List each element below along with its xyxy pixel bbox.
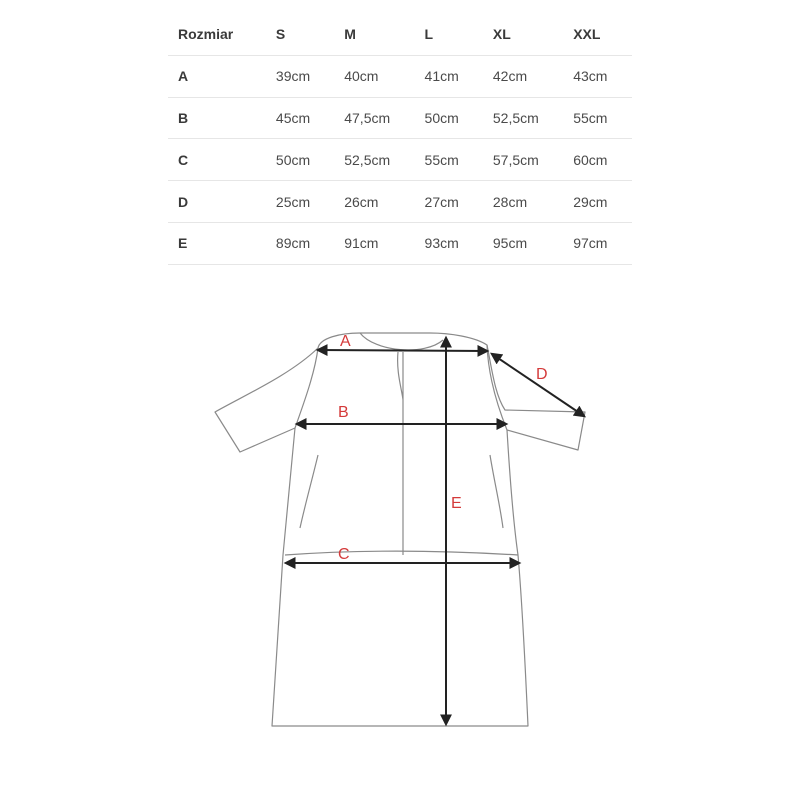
row-label: D [168, 181, 276, 223]
table-cell: 91cm [344, 222, 424, 264]
table-cell: 40cm [344, 55, 424, 97]
table-row [168, 97, 632, 139]
table-cell: 27cm [425, 181, 493, 223]
header-size: Rozmiar [168, 14, 276, 55]
table-cell: 50cm [425, 97, 493, 139]
left-armhole-seam [295, 348, 318, 428]
header-xxl: XXL [573, 14, 632, 55]
table-header-row [168, 14, 632, 55]
header-xl: XL [493, 14, 573, 55]
table-cell: 55cm [573, 97, 632, 139]
table-cell: 57,5cm [493, 139, 573, 181]
dress-silhouette [215, 333, 585, 726]
arrow-a [318, 350, 487, 351]
left-pocket [300, 455, 318, 528]
label-e: E [451, 495, 462, 512]
table-cell: 26cm [344, 181, 424, 223]
table-cell: 28cm [493, 181, 573, 223]
label-d: D [536, 366, 548, 383]
table-cell: 93cm [425, 222, 493, 264]
table-cell: 52,5cm [344, 139, 424, 181]
table-cell: 25cm [276, 181, 344, 223]
table-cell: 95cm [493, 222, 573, 264]
size-table [168, 14, 632, 265]
table-cell: 55cm [425, 139, 493, 181]
label-b: B [338, 404, 349, 421]
row-label: A [168, 55, 276, 97]
front-placket [398, 352, 403, 555]
dress-measurement-diagram [0, 290, 800, 750]
table-row [168, 139, 632, 181]
table-cell: 42cm [493, 55, 573, 97]
header-l: L [425, 14, 493, 55]
table-cell: 52,5cm [493, 97, 573, 139]
table-cell: 89cm [276, 222, 344, 264]
row-label: B [168, 97, 276, 139]
table-cell: 39cm [276, 55, 344, 97]
table-row [168, 181, 632, 223]
table-cell: 60cm [573, 139, 632, 181]
table-cell: 29cm [573, 181, 632, 223]
neckline [360, 333, 443, 350]
waist-seam [285, 551, 518, 555]
header-m: M [344, 14, 424, 55]
table-cell: 45cm [276, 97, 344, 139]
table-row [168, 55, 632, 97]
measurement-arrows [286, 338, 584, 724]
table-cell: 41cm [425, 55, 493, 97]
right-pocket [490, 455, 503, 528]
dress-outline [215, 333, 585, 726]
table-cell: 43cm [573, 55, 632, 97]
row-label: E [168, 222, 276, 264]
label-a: A [340, 333, 351, 350]
table-cell: 47,5cm [344, 97, 424, 139]
table-cell: 50cm [276, 139, 344, 181]
header-s: S [276, 14, 344, 55]
label-c: C [338, 546, 350, 563]
table-row [168, 222, 632, 264]
table-cell: 97cm [573, 222, 632, 264]
arrow-d [492, 354, 584, 416]
row-label: C [168, 139, 276, 181]
